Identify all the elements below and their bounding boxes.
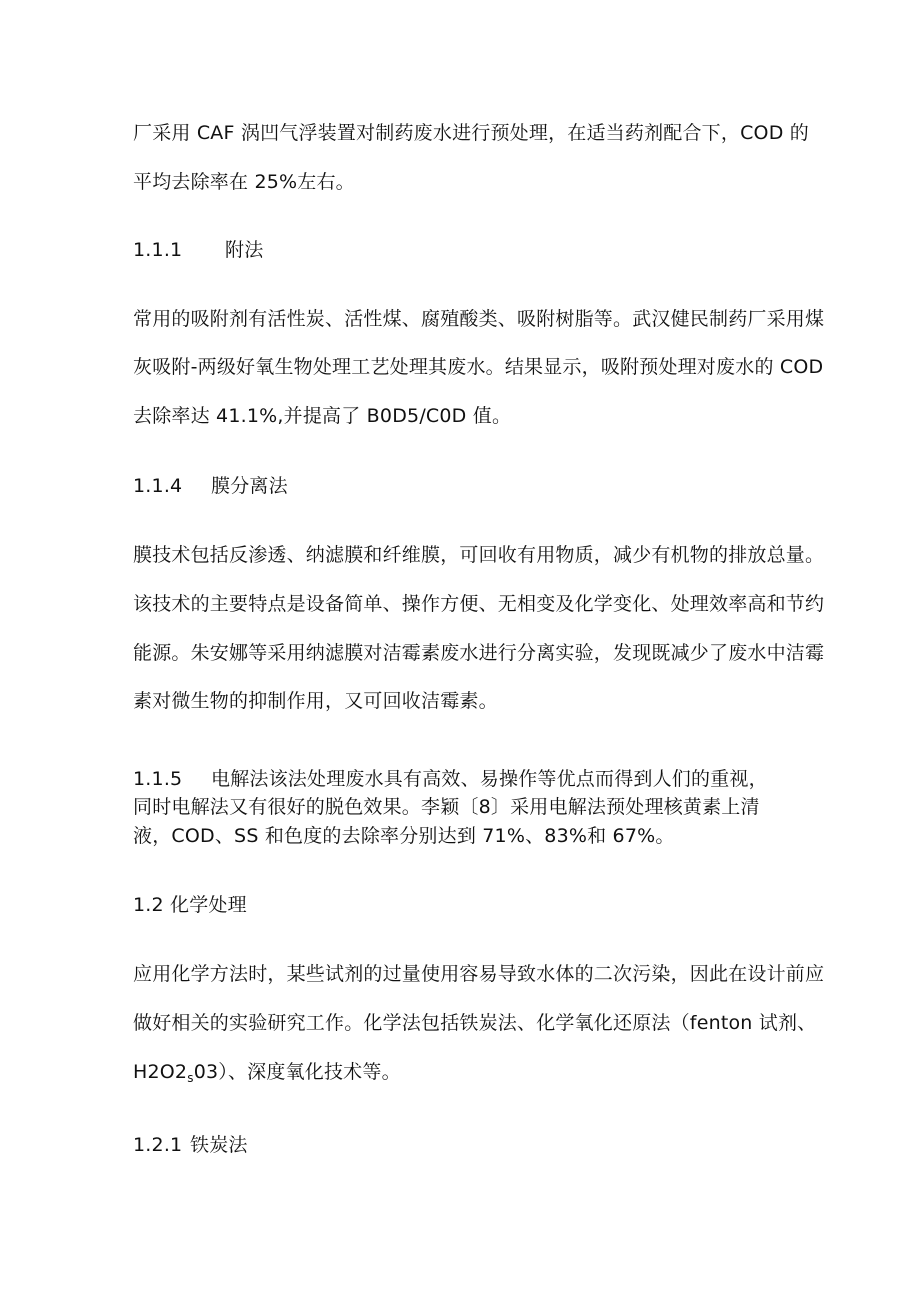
section-title: 铁炭法 — [190, 1134, 248, 1156]
paragraph-line: 液，COD、SS 和色度的去除率分别达到 71%、83%和 67%。 — [133, 825, 675, 847]
paragraph-line — [133, 1060, 401, 1090]
formula-suffix: 03）、深度氧化技术等。 — [193, 1061, 401, 1083]
section-title: 附法 — [225, 239, 264, 261]
section-title: 化学处理 — [170, 894, 247, 916]
section-number: 1.1.4 — [133, 475, 183, 497]
paragraph-line: 灰吸附-两级好氧生物处理工艺处理其废水。结果显示，吸附预处理对废水的 COD — [133, 356, 824, 378]
section-heading-1-1-5 — [133, 767, 768, 791]
paragraph-line: 常用的吸附剂有活性炭、活性煤、腐殖酸类、吸附树脂等。武汉健民制药厂采用煤 — [133, 308, 825, 330]
section-heading-1-1-4 — [133, 474, 288, 498]
paragraph-line: 膜技术包括反渗透、纳滤膜和纤维膜，可回收有用物质，减少有机物的排放总量。 — [133, 544, 825, 566]
paragraph-line: 同时电解法又有很好的脱色效果。李颖〔8〕采用电解法预处理核黄素上清 — [133, 796, 760, 818]
section-first-line: 电解法该法处理废水具有高效、易操作等优点而得到人们的重视， — [211, 768, 768, 790]
paragraph-line: 能源。朱安娜等采用纳滤膜对洁霉素废水进行分离实验，发现既减少了废水中洁霉 — [133, 642, 825, 664]
section-number: 1.2.1 — [133, 1134, 183, 1156]
paragraph-line: 应用化学方法时，某些试剂的过量使用容易导致水体的二次污染，因此在设计前应 — [133, 963, 825, 985]
section-title: 膜分离法 — [211, 475, 288, 497]
intro-line-2: 平均去除率在 25%左右。 — [133, 171, 355, 193]
formula-subscript: s — [187, 1071, 194, 1085]
formula-prefix: H2O2 — [133, 1061, 188, 1083]
section-heading-1-2-1 — [133, 1133, 248, 1157]
section-number: 1.1.1 — [133, 239, 183, 261]
intro-line-1: 厂采用 CAF 涡凹气浮装置对制药废水进行预处理，在适当药剂配合下，COD 的 — [133, 122, 809, 144]
paragraph-line: 做好相关的实验研究工作。化学法包括铁炭法、化学氧化还原法（fenton 试剂、 — [133, 1012, 817, 1034]
section-heading-1-1-1 — [133, 238, 263, 262]
paragraph-line: 去除率达 41.1%,并提高了 B0D5/C0D 值。 — [133, 405, 512, 427]
section-heading-1-2 — [133, 893, 247, 917]
paragraph-line: 该技术的主要特点是设备简单、操作方便、无相变及化学变化、处理效率高和节约 — [133, 593, 825, 615]
section-number: 1.1.5 — [133, 768, 183, 790]
section-number: 1.2 — [133, 894, 164, 916]
paragraph-line: 素对微生物的抑制作用，又可回收洁霉素。 — [133, 690, 498, 712]
